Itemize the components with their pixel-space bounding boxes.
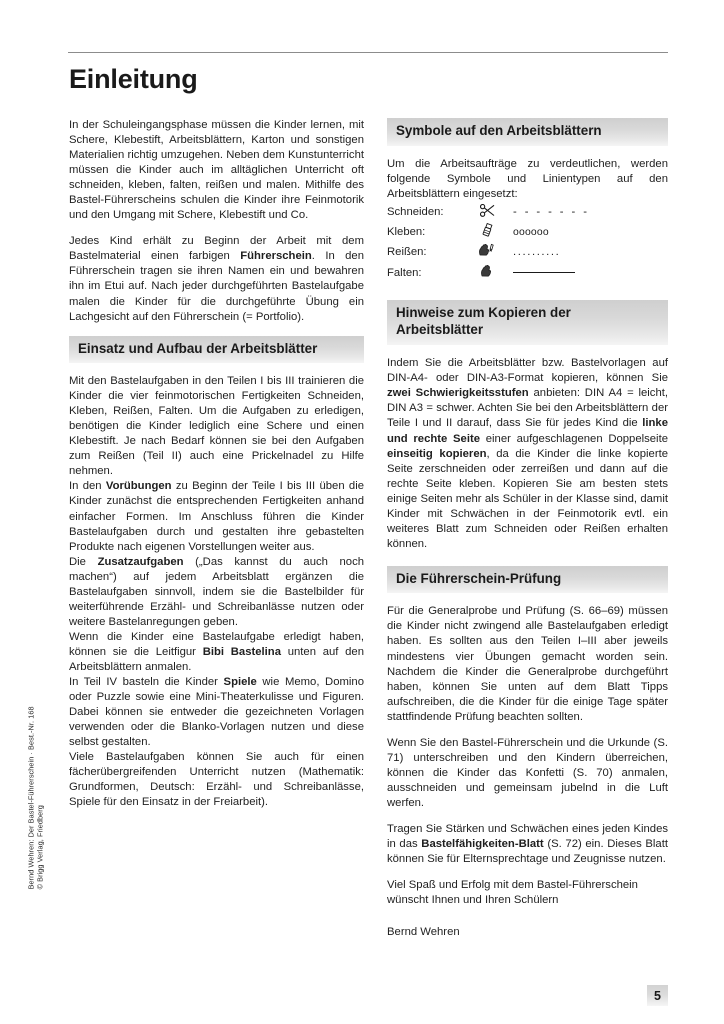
text-bold-3: einseitig kopieren — [387, 447, 487, 460]
page-title: Einleitung — [69, 64, 198, 94]
paragraph-voruebungen — [69, 479, 364, 554]
text-part-4: , da die Kinder die linke kopierte Seite zerschneiden oder zerreißen und dann auf die rechte Seite kleben. Kopieren Sie am besten stets einige Seiten mehr als Schüler in der Klasse sind, damit Kinder mit Schwächen in der Feinmotorik evtl. ein weiteres Blatt zum Schneiden oder Reißen erhalten können. — [387, 447, 668, 550]
paragraph-spiele — [69, 675, 364, 750]
header-rule — [68, 52, 668, 53]
text-pre: Jedes Kind erhält zu Beginn der Arbeit mit dem Bastelmaterial einen farbigen — [69, 235, 364, 263]
section-heading-kopieren: Hinweise zum Kopieren der Arbeitsblätter — [387, 300, 668, 345]
text-pre: In Teil IV basteln die Kinder — [69, 676, 224, 689]
text-bold: Führerschein — [240, 250, 312, 263]
text-post: zu Beginn der Teile I bis III üben die Kinder zunächst die entsprechenden Fertigkeiten anhand einfacher Formen. Im Anschluss führen die Kinder Bastelaufgaben durch und gestalten ihre gebastelten Produkte nach eigenen Vorstellungen weiter aus. — [69, 480, 364, 553]
text-bold-2: linke und rechte Seite — [387, 417, 668, 445]
text-post: unten auf den Arbeitsblättern anmalen. — [69, 645, 364, 673]
tearing-hand-icon — [465, 243, 509, 263]
paragraph-urkunde: Wenn Sie den Bastel-Führerschein und die Urkunde (S. 71) unterschreiben und den Kindern überreichen, können die Kinder das Konfetti (S. 70) anmalen, ausschneiden und gemeinsam jubelnd in die Luft werfen. — [387, 736, 668, 809]
line-sample-text: - - - - - - - — [513, 206, 590, 219]
paragraph-bibi-bastelina — [69, 630, 364, 675]
paragraph-symbole-intro: Um die Arbeitsaufträge zu verdeutlichen, werden folgende Symbole und Linientypen auf den Arbeitsblättern eingesetzt: — [387, 157, 668, 200]
text-part-3: einer aufgeschlagenen Doppelseite — [480, 432, 668, 445]
paragraph-intro: In der Schuleingangsphase müssen die Kinder lernen, mit Schere, Klebestift, Arbeitsblättern, Karton und sonstigen Materialien richtig umzugehen. Neben dem Kunstunterricht müssen die Kinder auch im alltäglichen Unterricht oft schneiden, kleben, falten, reißen und malen. Mithilfe des Bastel-Führerscheins schulen die Kinder ihre Feinmotorik und den Umgang mit Schere, Klebestift und Co. — [69, 119, 364, 222]
paragraph-fuehrerschein — [69, 234, 364, 324]
text-bold: Spiele — [223, 676, 257, 689]
text-pre: Die — [69, 555, 98, 568]
paragraph-bastelfaehigkeiten — [387, 822, 668, 867]
section-heading-einsatz: Einsatz und Aufbau der Arbeitsblätter — [69, 336, 364, 364]
table-row — [387, 243, 617, 263]
symbol-label-kleben: Kleben: — [387, 226, 426, 239]
symbol-label-falten: Falten: — [387, 266, 422, 279]
symbol-label-reissen: Reißen: — [387, 246, 427, 259]
text-bold: Bastelfähigkeiten-Blatt — [421, 838, 544, 851]
signature: Bernd Wehren — [387, 926, 460, 939]
paragraph-kopieren — [387, 356, 668, 552]
paragraph-viel-spass: Viel Spaß und Erfolg mit dem Bastel-Führerschein wünscht Ihnen und Ihren Schülern — [387, 879, 638, 907]
scissors-icon — [465, 204, 509, 223]
text-part-1: Indem Sie die Arbeitsblätter bzw. Bastelvorlagen auf DIN-A4- oder DIN-A3-Format kopieren, können Sie — [387, 357, 668, 385]
text-part-2: anbieten: DIN A4 = leicht, DIN A3 = schwer. Achten Sie bei den Arbeitsblättern der Teile I und II darauf, dass Sie für jedes Kind die — [387, 387, 669, 430]
paragraph-generalprobe: Für die Generalprobe und Prüfung (S. 66–69) müssen die Kinder nicht zwingend alle Bastelaufgaben erledigt haben. Es sollten aus den Teilen I–III aber jeweils mindestens vier Übungen gemacht worden sein. Nachdem die Kinder die Generalprobe durchgeführt haben, können Sie unten auf dem Blatt Tipps aufschreiben, die die Kinder für die einige Tage später stattfindende Prüfung beachten sollten. — [387, 605, 668, 723]
text-post: wie Memo, Domino oder Puzzle sowie eine Mini-Theaterkulisse und Figuren. Dabei können sie entweder die gezeichneten Vorlagen verwenden oder die Blanko-Vorlagen nutzen und diese selbst gestalten. — [69, 676, 364, 749]
section-heading-symbole: Symbole auf den Arbeitsblättern — [387, 118, 668, 146]
table-row — [387, 204, 617, 223]
paragraph-bastelaufgaben: Mit den Bastelaufgaben in den Teilen I bis III trainieren die Kinder die vier feinmotorischen Fertigkeiten Schneiden, Kleben, Reißen, Falten. Um die Aufgaben zu erledigen, benötigen die Kinder lediglich eine Schere und einen Klebestift. Je nach Bedarf können sie bei den Aufgaben zum Reißen (Teil II) auch eine Prickelnadel zu Hilfe nehmen. — [69, 375, 364, 478]
line-sample-circles — [509, 223, 617, 243]
paragraph-faecheruebergreifend: Viele Bastelaufgaben können Sie auch für einen fächerübergreifenden Unterricht nutzen (Mathematik: Grundformen, Deutsch: Erzähl- und Schreibanlässe, Spiele für den Einsatz in der Freiarbeit). — [69, 751, 364, 809]
line-sample-text: .......... — [513, 246, 561, 259]
table-row — [387, 264, 617, 284]
line-sample-dotted — [509, 243, 617, 263]
page-number: 5 — [647, 985, 668, 1006]
text-bold: Zusatzaufgaben — [97, 555, 184, 568]
symbol-label-schneiden: Schneiden: — [387, 206, 444, 219]
side-credit — [27, 649, 46, 889]
text-post: (S. 72) ein. Dieses Blatt können Sie für Elternsprechtage und Zeugnisse nutzen. — [387, 838, 668, 866]
glue-stick-icon — [465, 223, 509, 243]
left-column — [69, 118, 364, 810]
text-bold: Vorübungen — [105, 480, 172, 493]
section-heading-pruefung: Die Führerschein-Prüfung — [387, 566, 668, 594]
text-bold: Bibi Bastelina — [202, 645, 281, 658]
text-pre: Tragen Sie Stärken und Schwächen eines jeden Kindes in das — [387, 822, 668, 851]
text-post: . In den Führerschein tragen sie ihren Namen ein und bewahren ihn im Etui auf. Nach jeder durchgeführten Bastelaufgabe malen die Kinder für die durchgeführte Übung ein Lachgesicht auf den Führerschein (= Portfolio). — [69, 250, 364, 323]
paragraph-zusatzaufgaben — [69, 555, 364, 630]
line-sample-dashed — [509, 204, 617, 223]
symbols-table — [387, 204, 617, 285]
text-bold-1: zwei Schwierigkeitsstufen — [387, 387, 529, 400]
line-sample-text: oooooo — [513, 227, 549, 239]
side-credit-line-1: Bernd Wehren: Der Bastel-Führerschein · Best.-Nr. 168 — [26, 706, 36, 890]
folding-hand-icon — [465, 264, 509, 284]
line-sample-solid — [509, 264, 617, 284]
table-row — [387, 223, 617, 243]
text-pre: In den — [69, 480, 106, 493]
text-post: („Das kannst du auch noch machen“) auf jedem Arbeitsblatt ergänzen die Bastelaufgaben sinnvoll, indem sie die Bastelbilder für weiterführende Erzähl- und Schreibanlässe nutzen oder weitere Bastelanregungen geben. — [69, 555, 365, 628]
text-pre: Wenn die Kinder eine Bastelaufgabe erledigt haben, können sie die Leitfigur — [69, 630, 364, 658]
solid-line-graphic — [513, 272, 575, 273]
side-credit-line-2: © Brigg Verlag, Friedberg — [36, 805, 45, 890]
right-column — [387, 118, 668, 951]
